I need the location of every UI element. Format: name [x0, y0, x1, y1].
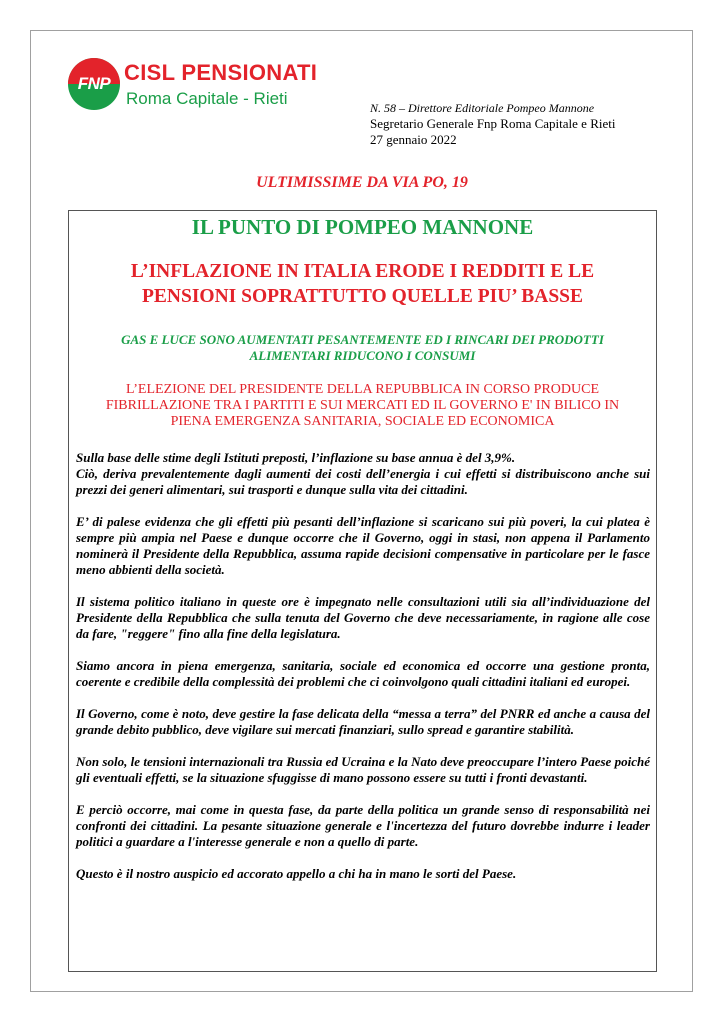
body-paragraph: Siamo ancora in piena emergenza, sanitaria, sociale ed economica ed occorre una gestione pronta, coerente e credibile della complessità dei problemi che ci coinvolgono quali cittadini italiani ed europei.	[76, 658, 650, 689]
masthead	[370, 100, 615, 148]
subheadline-red-line: FIBRILLAZIONE TRA I PARTITI E SUI MERCATI ED IL GOVERNO E' IN BILICO IN	[105, 398, 620, 413]
kicker-heading: ULTIMISSIME DA VIA PO, 19	[256, 174, 468, 191]
body-paragraph	[76, 450, 650, 498]
headline-line: L’INFLAZIONE IN ITALIA ERODE I REDDITI E LE	[130, 261, 595, 282]
subheadline-green	[68, 332, 657, 364]
subheadline-red	[68, 382, 657, 430]
logo-brand-cisl: CISL	[124, 60, 175, 85]
body-paragraph: Questo è il nostro auspicio ed accorato appello a chi ha in mano le sorti del Paese.	[76, 866, 517, 881]
body-paragraph: Non solo, le tensioni internazionali tra Russia ed Ucraina e la Nato deve preoccupare l’intero Paese poiché gli eventuali effetti, se la situazione sfuggisse di mano possono essere su tutti i fronti devastanti.	[76, 754, 650, 785]
subheadline-red-line: PIENA EMERGENZA SANITARIA, SOCIALE ED ECONOMICA	[170, 414, 555, 429]
subheadline-red-line: L’ELEZIONE DEL PRESIDENTE DELLA REPUBBLICA IN CORSO PRODUCE	[125, 382, 600, 397]
body-paragraph: E perciò occorre, mai come in questa fase, da parte della politica un grande senso di responsabilità nei confronti dei cittadini. La pesante situazione generale e l'incertezza del futuro dovrebbe indurre i leader politici a guardare a l'interesse generale e non a quello di parte.	[76, 802, 650, 849]
headline-line: PENSIONI SOPRATTUTTO QUELLE PIU’ BASSE	[141, 286, 584, 307]
logo-brand-pensionati: PENSIONATI	[181, 60, 318, 85]
masthead-issue: N. 58 – Direttore Editoriale Pompeo Mannone	[370, 101, 595, 115]
masthead-role: Segretario Generale Fnp Roma Capitale e Rieti	[370, 116, 616, 131]
paragraph-sentence: Ciò, deriva prevalentemente dagli aumenti dei costi dell’energia i cui effetti si distribuiscono anche sui prezzi dei generi alimentari, sui trasporti e dunque sulla vita dei cittadini.	[76, 466, 650, 497]
article-title: IL PUNTO DI POMPEO MANNONE	[191, 215, 534, 239]
masthead-date: 27 gennaio 2022	[370, 132, 457, 147]
cisl-pensionati-logo	[68, 58, 323, 115]
article-headline	[68, 259, 657, 309]
logo-subtitle: Roma Capitale - Rieti	[126, 89, 288, 108]
logo-brand-text	[124, 60, 317, 86]
article-body	[76, 450, 650, 898]
body-paragraph: Il Governo, come è noto, deve gestire la fase delicata della “messa a terra” del PNRR ed anche a causa del grande debito pubblico, deve vigilare sui mercati finanziari, sullo spread e garantire stabilità.	[76, 706, 650, 737]
logo-mark-text: FNP	[77, 74, 111, 93]
subheadline-green-line: GAS E LUCE SONO AUMENTATI PESANTEMENTE ED I RINCARI DEI PRODOTTI	[121, 332, 604, 347]
paragraph-sentence: Sulla base delle stime degli Istituti preposti, l’inflazione su base annua è del 3,9%.	[76, 450, 516, 465]
fnp-logo-icon	[68, 58, 120, 110]
body-paragraph: Il sistema politico italiano in queste ore è impegnato nelle consultazioni utili sia all’individuazione del Presidente della Repubblica che sulla tenuta del Governo che deve necessariamente, in ragione alle cose da fare, "reggere" fino alla fine della legislatura.	[76, 594, 650, 641]
subheadline-green-line: ALIMENTARI RIDUCONO I CONSUMI	[249, 348, 476, 363]
body-paragraph: E’ di palese evidenza che gli effetti più pesanti dell’inflazione si scaricano sui più poveri, la cui platea è sempre più ampia nel Paese e dunque occorre che il Governo, oggi in stasi, non appena il Parlamento nominerà il Presidente della Repubblica, assuma rapide decisioni compensative in particolare per le fasce meno abbienti della società.	[76, 514, 650, 577]
